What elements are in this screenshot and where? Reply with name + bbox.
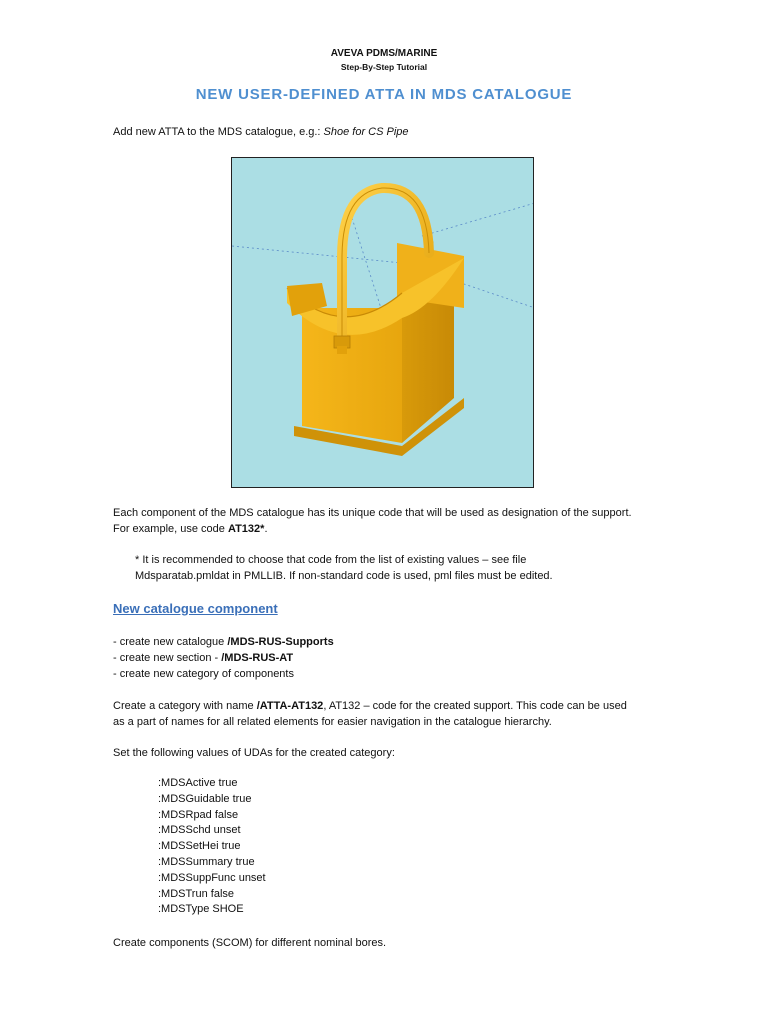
list-item: :MDSSuppFunc unset — [158, 871, 266, 884]
note-line2: Mdsparatab.pmldat in PMLLIB. If non-standard code is used, pml files must be edited. — [135, 570, 553, 582]
list-item: :MDSRpad false — [158, 808, 239, 821]
list-item: :MDSTrun false — [158, 887, 235, 900]
list-item — [113, 666, 673, 682]
intro-text: Add new ATTA to the MDS catalogue, e.g.: — [113, 126, 324, 138]
doc-header-product: AVEVA PDMS/MARINE — [330, 48, 438, 59]
category-line2: as a part of names for all related elements for easier navigation in the catalogue hierarchy. — [113, 716, 552, 728]
list-item — [113, 634, 673, 650]
category-paragraph — [113, 698, 673, 730]
list-item: :MDSSchd unset — [158, 824, 241, 837]
list-item: :MDSGuidable true — [158, 792, 252, 805]
page-title: NEW USER-DEFINED ATTA IN MDS CATALOGUE — [195, 86, 573, 103]
list-item: :MDSSummary true — [158, 855, 255, 868]
note-line1: * It is recommended to choose that code from the list of existing values – see file — [135, 554, 527, 566]
step-text: - create new section - — [113, 652, 222, 664]
code-value: AT132* — [227, 523, 265, 535]
list-item: :MDSType SHOE — [158, 903, 244, 916]
step-text: - create new category of components — [113, 668, 294, 680]
pipe-shoe-3d-model-image — [231, 157, 534, 488]
list-item — [113, 650, 673, 666]
category-line1 — [113, 698, 673, 714]
note-paragraph — [135, 552, 675, 584]
code-suffix: . — [264, 523, 268, 535]
category-text-post: , AT132 – code for the created support. This code can be used — [323, 700, 627, 712]
step-name: /MDS-RUS-AT — [221, 652, 294, 664]
steps-list — [113, 634, 673, 682]
category-name: /ATTA-AT132 — [256, 700, 324, 712]
final-paragraph: Create components (SCOM) for different nominal bores. — [113, 937, 387, 949]
step-text: - create new catalogue — [113, 636, 228, 648]
intro-paragraph — [113, 124, 673, 140]
uda-intro: Set the following values of UDAs for the created category: — [113, 747, 395, 759]
step-name: /MDS-RUS-Supports — [227, 636, 334, 648]
category-text: Create a category with name — [113, 700, 257, 712]
code-paragraph-line2 — [113, 521, 673, 537]
code-paragraph-line1: Each component of the MDS catalogue has its unique code that will be used as designation of the support. — [113, 507, 632, 519]
doc-header-subtitle: Step-By-Step Tutorial — [340, 62, 428, 72]
code-prefix: For example, use code — [113, 523, 228, 535]
section-heading: New catalogue component — [113, 601, 278, 616]
pipe-shoe-icon — [232, 158, 534, 488]
intro-example: Shoe for CS Pipe — [323, 126, 409, 138]
code-paragraph — [113, 505, 673, 537]
uda-list — [158, 776, 266, 918]
list-item: :MDSActive true — [158, 777, 238, 789]
list-item: :MDSSetHei true — [158, 840, 241, 853]
